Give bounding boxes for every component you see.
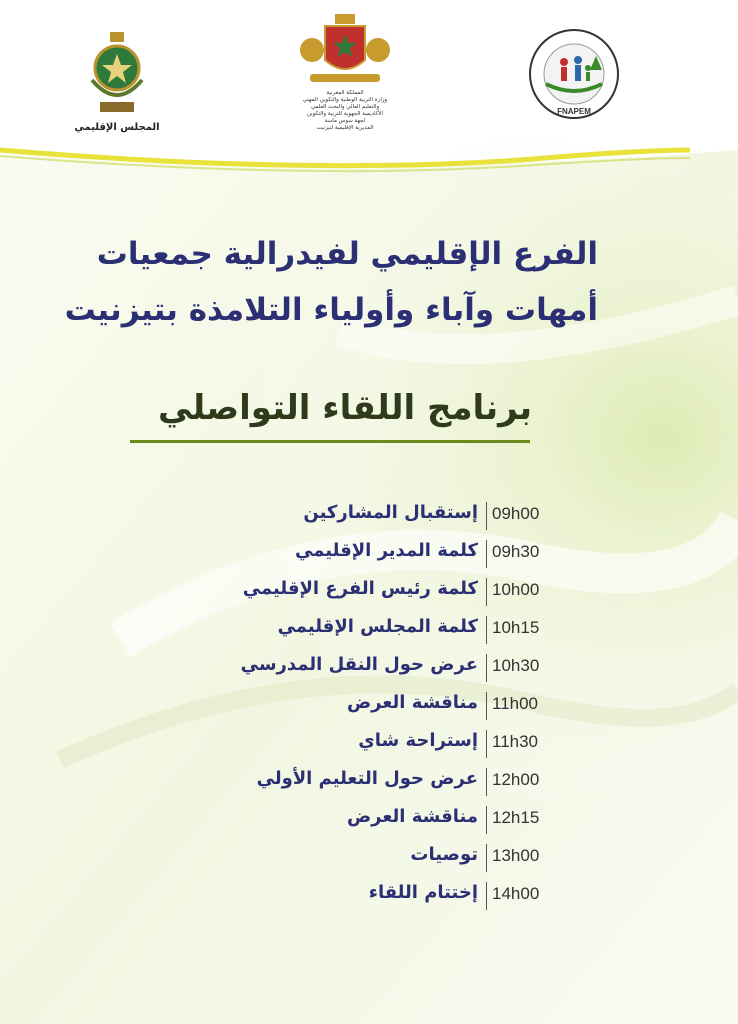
schedule-time: 10h15 (492, 618, 540, 637)
ministry-text (290, 90, 400, 132)
schedule-activity: كلمة المدير الإقليمي (294, 540, 478, 561)
schedule-time: 09h30 (492, 542, 540, 561)
schedule-activity: إستراحة شاي (358, 730, 478, 751)
schedule-row (260, 538, 590, 568)
schedule-activity: إستقبال المشاركين (303, 502, 478, 523)
schedule-activity: مناقشة العرض (346, 692, 478, 713)
schedule-row (260, 728, 590, 758)
schedule-row (260, 500, 590, 530)
fnapem-logo (526, 26, 622, 122)
schedule-row (260, 614, 590, 644)
row-divider (486, 768, 487, 796)
row-divider (486, 882, 487, 910)
schedule-row (240, 652, 590, 682)
emblem-icon (72, 30, 162, 120)
coat-of-arms-icon (290, 12, 400, 88)
row-divider (486, 540, 487, 568)
schedule-time: 11h30 (492, 732, 539, 751)
left-logo-caption: المجلس الإقليمي (74, 122, 160, 133)
schedule-time: 12h15 (492, 808, 540, 827)
schedule-activity: عرض حول النقل المدرسي (240, 654, 478, 675)
fnapem-label: FNAPEM (557, 107, 591, 116)
schedule-activity: كلمة رئيس الفرع الإقليمي (242, 578, 478, 599)
row-divider (486, 844, 487, 872)
page-title-line-2: أمهات وآباء وأولياء التلامذة بتيزنيت (64, 292, 598, 328)
subtitle-underline (130, 440, 530, 443)
schedule-activity: توصيات (410, 844, 478, 865)
schedule-activity: مناقشة العرض (346, 806, 478, 827)
row-divider (486, 616, 487, 644)
program-subtitle: برنامج اللقاء التواصلي (158, 388, 532, 428)
row-divider (486, 692, 487, 720)
ministry-line: وزارة التربية الوطنية والتكوين المهني (302, 97, 388, 103)
ministry-line: الأكاديمية الجهوية للتربية والتكوين (306, 111, 384, 117)
row-divider (486, 654, 487, 682)
schedule-time: 13h00 (492, 846, 540, 865)
schedule-activity: عرض حول التعليم الأولي (256, 768, 478, 789)
row-divider (486, 730, 487, 758)
schedule-time: 09h00 (492, 504, 540, 523)
ministry-logo (290, 12, 400, 142)
ministry-line: لجهة سوس ماسة (324, 118, 366, 124)
ministry-line: المملكة المغربية (326, 90, 364, 96)
schedule-row (256, 766, 590, 796)
provincial-council-logo (72, 30, 162, 140)
schedule-row (242, 576, 590, 606)
schedule-time: 10h00 (492, 580, 540, 599)
schedule-row (260, 690, 590, 720)
row-divider (486, 502, 487, 530)
family-emblem-icon (526, 26, 622, 122)
row-divider (486, 578, 487, 606)
row-divider (486, 806, 487, 834)
schedule-row (260, 842, 590, 872)
ministry-line: والتعليم العالي والبحث العلمي (310, 104, 380, 110)
schedule-time: 11h00 (492, 694, 539, 713)
schedule-row (260, 804, 590, 834)
schedule-time: 12h00 (492, 770, 540, 789)
schedule-time: 10h30 (492, 656, 540, 675)
schedule-time: 14h00 (492, 884, 540, 903)
ministry-line: المديرية الإقليمية لتيزنيت (316, 125, 374, 131)
schedule-activity: إختتام اللقاء (368, 882, 478, 903)
schedule-row (260, 880, 590, 910)
schedule-activity: كلمة المجلس الإقليمي (277, 616, 478, 637)
page-title-line-1: الفرع الإقليمي لفيدرالية جمعيات (96, 236, 598, 272)
